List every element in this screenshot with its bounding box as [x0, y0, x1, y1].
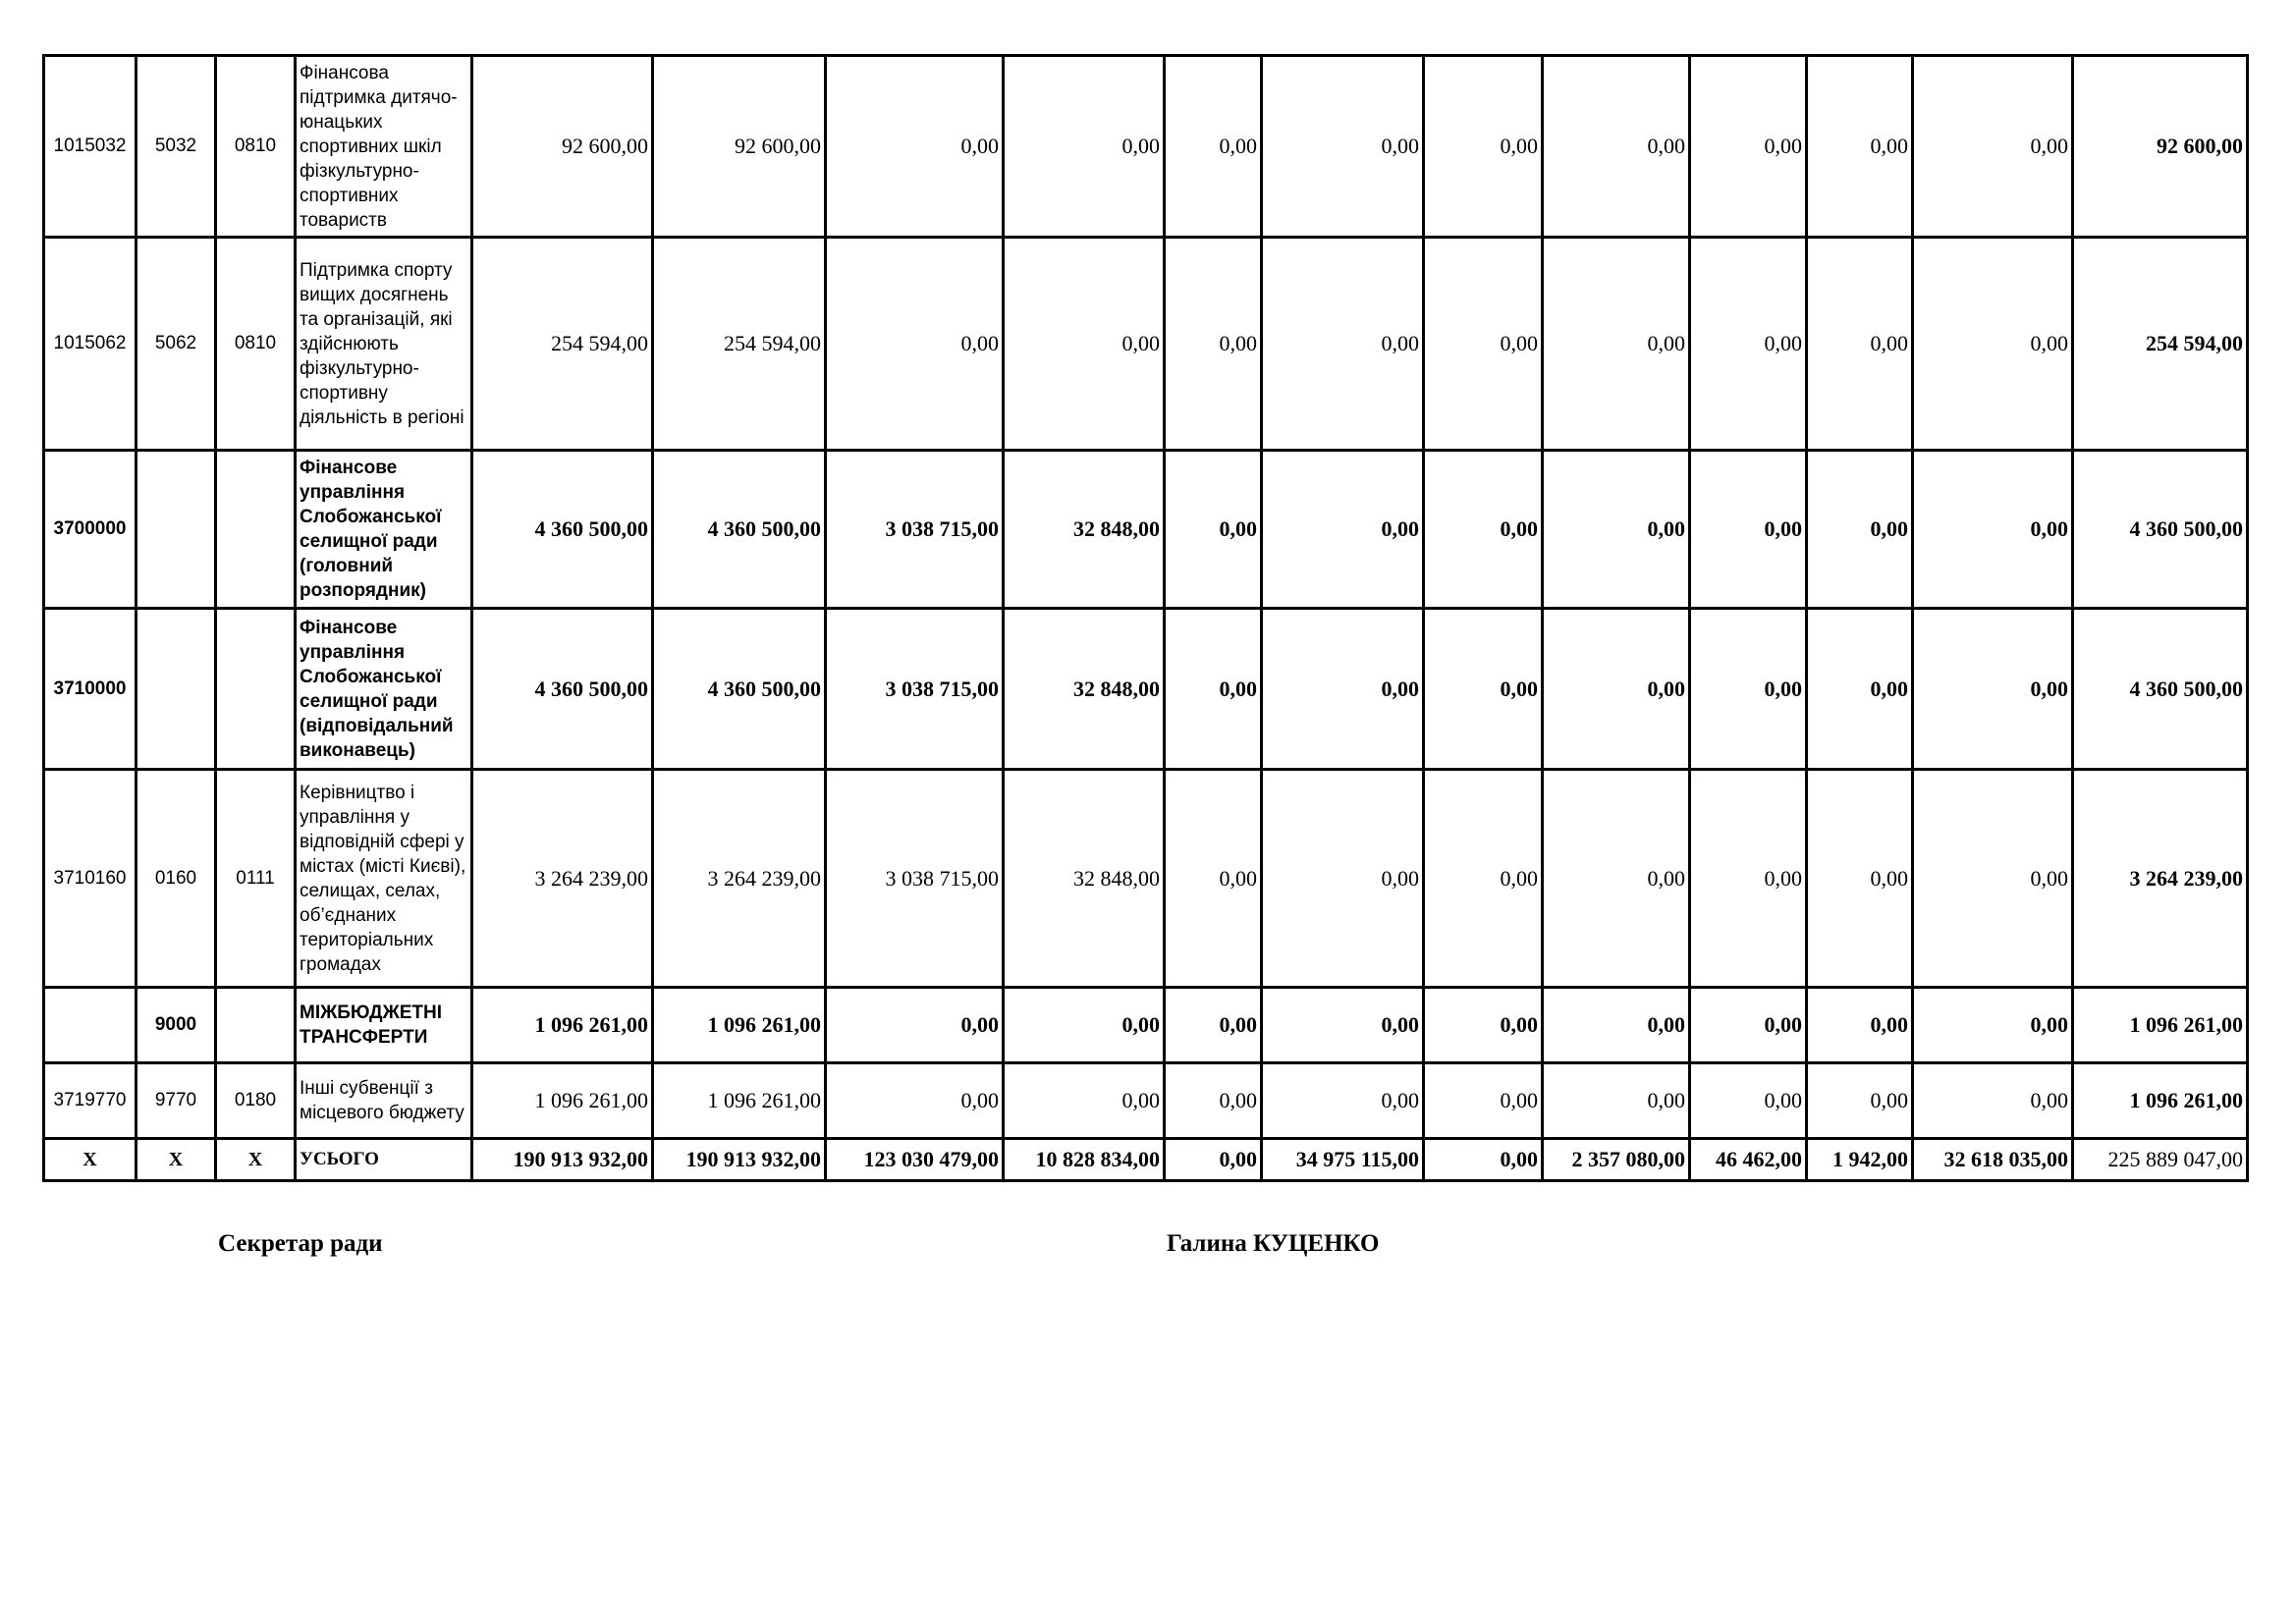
total-value-cell: 123 030 479,00 [826, 1139, 1004, 1181]
value-cell: 0,00 [826, 238, 1004, 451]
program-name-cell: Фінансове управління Слобожанської селищної ради (відповідальний виконавець) [296, 609, 472, 770]
kfkvk-code-cell [216, 988, 296, 1063]
value-cell: 32 848,00 [1004, 609, 1165, 770]
value-cell: 0,00 [1913, 1063, 2073, 1139]
value-cell: 0,00 [1807, 451, 1913, 609]
function-code-cell [137, 451, 216, 609]
value-cell: 3 038 715,00 [826, 609, 1004, 770]
value-cell: 0,00 [1262, 238, 1424, 451]
value-cell: 0,00 [1165, 56, 1262, 238]
value-cell: 0,00 [1913, 451, 2073, 609]
value-cell: 0,00 [1543, 1063, 1690, 1139]
value-cell: 0,00 [1424, 1063, 1543, 1139]
value-cell: 0,00 [1543, 988, 1690, 1063]
value-cell: 0,00 [1165, 238, 1262, 451]
value-cell: 0,00 [826, 988, 1004, 1063]
table-row [44, 770, 2248, 988]
table-row [44, 1063, 2248, 1139]
value-cell: 0,00 [1690, 609, 1807, 770]
function-code-cell [137, 609, 216, 770]
value-cell: 0,00 [1807, 988, 1913, 1063]
table-row [44, 56, 2248, 238]
value-cell: 0,00 [1913, 770, 2073, 988]
table-row [44, 451, 2248, 609]
value-cell: 0,00 [1913, 56, 2073, 238]
program-name-cell: Керівництво і управління у відповідній сфері у містах (місті Києві), селищах, селах, об’єднаних територіальних громадах [296, 770, 472, 988]
value-cell: 1 096 261,00 [653, 988, 826, 1063]
value-cell: 1 096 261,00 [472, 1063, 653, 1139]
total-row [44, 1139, 2248, 1181]
value-cell: 1 096 261,00 [653, 1063, 826, 1139]
signature-title: Секретар ради [218, 1230, 383, 1257]
row-total-cell: 4 360 500,00 [2073, 451, 2248, 609]
value-cell: 0,00 [826, 1063, 1004, 1139]
value-cell: 0,00 [1004, 56, 1165, 238]
program-name-cell: Фінансова підтримка дитячо-юнацьких спортивних шкіл фізкультурно-спортивних товариств [296, 56, 472, 238]
value-cell: 0,00 [1004, 1063, 1165, 1139]
function-code-cell: 9000 [137, 988, 216, 1063]
value-cell: 0,00 [1543, 609, 1690, 770]
function-code-cell: 5062 [137, 238, 216, 451]
value-cell: 0,00 [1807, 56, 1913, 238]
value-cell: 0,00 [1807, 609, 1913, 770]
total-value-cell: 34 975 115,00 [1262, 1139, 1424, 1181]
signature-name: Галина КУЦЕНКО [1167, 1230, 1380, 1257]
value-cell: 0,00 [1690, 451, 1807, 609]
total-value-cell: 0,00 [1165, 1139, 1262, 1181]
program-code-cell: 3710000 [44, 609, 137, 770]
program-name-cell: МІЖБЮДЖЕТНІ ТРАНСФЕРТИ [296, 988, 472, 1063]
value-cell: 0,00 [1690, 56, 1807, 238]
value-cell: 4 360 500,00 [653, 609, 826, 770]
total-value-cell: 1 942,00 [1807, 1139, 1913, 1181]
program-code-cell: 3710160 [44, 770, 137, 988]
total-value-cell: 2 357 080,00 [1543, 1139, 1690, 1181]
value-cell: 0,00 [1690, 238, 1807, 451]
value-cell: 0,00 [1807, 238, 1913, 451]
program-code-cell: 3700000 [44, 451, 137, 609]
kfkvk-code-cell [216, 451, 296, 609]
table-row [44, 609, 2248, 770]
value-cell: 0,00 [1424, 988, 1543, 1063]
value-cell: 32 848,00 [1004, 451, 1165, 609]
value-cell: 0,00 [1262, 770, 1424, 988]
kfkvk-code-cell: 0810 [216, 56, 296, 238]
value-cell: 32 848,00 [1004, 770, 1165, 988]
value-cell: 0,00 [1165, 988, 1262, 1063]
row-total-cell: 1 096 261,00 [2073, 988, 2248, 1063]
total-value-cell: 10 828 834,00 [1004, 1139, 1165, 1181]
row-total-cell: 92 600,00 [2073, 56, 2248, 238]
row-total-cell: 3 264 239,00 [2073, 770, 2248, 988]
value-cell: 0,00 [1543, 770, 1690, 988]
value-cell: 92 600,00 [653, 56, 826, 238]
value-cell: 0,00 [1543, 451, 1690, 609]
value-cell: 254 594,00 [653, 238, 826, 451]
function-code-cell: 9770 [137, 1063, 216, 1139]
table-row [44, 988, 2248, 1063]
value-cell: 0,00 [826, 56, 1004, 238]
value-cell: 92 600,00 [472, 56, 653, 238]
total-value-cell: 0,00 [1424, 1139, 1543, 1181]
program-code-cell: 1015062 [44, 238, 137, 451]
value-cell: 254 594,00 [472, 238, 653, 451]
value-cell: 0,00 [1165, 451, 1262, 609]
value-cell: 3 264 239,00 [653, 770, 826, 988]
value-cell: 4 360 500,00 [653, 451, 826, 609]
value-cell: 0,00 [1165, 1063, 1262, 1139]
kfkvk-code-cell [216, 609, 296, 770]
value-cell: 4 360 500,00 [472, 451, 653, 609]
value-cell: 3 264 239,00 [472, 770, 653, 988]
kfkvk-code-cell: 0180 [216, 1063, 296, 1139]
row-total-cell: 254 594,00 [2073, 238, 2248, 451]
value-cell: 0,00 [1004, 238, 1165, 451]
value-cell: 0,00 [1690, 988, 1807, 1063]
program-name-cell: Підтримка спорту вищих досягнень та організацій, які здійснюють фізкультурно-спортивну діяльність в регіоні [296, 238, 472, 451]
value-cell: 0,00 [1165, 770, 1262, 988]
row-total-cell: 1 096 261,00 [2073, 1063, 2248, 1139]
value-cell: 0,00 [1424, 609, 1543, 770]
value-cell: 0,00 [1424, 238, 1543, 451]
value-cell: 0,00 [1262, 1063, 1424, 1139]
value-cell: 0,00 [1004, 988, 1165, 1063]
grand-total-cell: 225 889 047,00 [2073, 1139, 2248, 1181]
value-cell: 0,00 [1262, 988, 1424, 1063]
total-code-cell: X [216, 1139, 296, 1181]
total-code-cell: X [137, 1139, 216, 1181]
value-cell: 0,00 [1807, 770, 1913, 988]
total-value-cell: 46 462,00 [1690, 1139, 1807, 1181]
value-cell: 0,00 [1913, 609, 2073, 770]
value-cell: 4 360 500,00 [472, 609, 653, 770]
function-code-cell: 5032 [137, 56, 216, 238]
value-cell: 0,00 [1913, 988, 2073, 1063]
total-value-cell: 32 618 035,00 [1913, 1139, 2073, 1181]
program-code-cell [44, 988, 137, 1063]
value-cell: 1 096 261,00 [472, 988, 653, 1063]
value-cell: 3 038 715,00 [826, 770, 1004, 988]
value-cell: 0,00 [1543, 238, 1690, 451]
kfkvk-code-cell: 0810 [216, 238, 296, 451]
value-cell: 0,00 [1690, 1063, 1807, 1139]
program-name-cell: Інші субвенції з місцевого бюджету [296, 1063, 472, 1139]
value-cell: 0,00 [1424, 770, 1543, 988]
value-cell: 0,00 [1913, 238, 2073, 451]
value-cell: 0,00 [1424, 56, 1543, 238]
row-total-cell: 4 360 500,00 [2073, 609, 2248, 770]
table-row [44, 238, 2248, 451]
value-cell: 0,00 [1807, 1063, 1913, 1139]
value-cell: 0,00 [1262, 56, 1424, 238]
total-value-cell: 190 913 932,00 [472, 1139, 653, 1181]
budget-table [42, 54, 2249, 1182]
program-code-cell: 3719770 [44, 1063, 137, 1139]
value-cell: 0,00 [1165, 609, 1262, 770]
value-cell: 0,00 [1424, 451, 1543, 609]
value-cell: 0,00 [1543, 56, 1690, 238]
value-cell: 0,00 [1690, 770, 1807, 988]
total-code-cell: X [44, 1139, 137, 1181]
value-cell: 0,00 [1262, 451, 1424, 609]
kfkvk-code-cell: 0111 [216, 770, 296, 988]
total-label-cell: УСЬОГО [296, 1139, 472, 1181]
program-name-cell: Фінансове управління Слобожанської селищної ради (головний розпорядник) [296, 451, 472, 609]
total-value-cell: 190 913 932,00 [653, 1139, 826, 1181]
value-cell: 0,00 [1262, 609, 1424, 770]
function-code-cell: 0160 [137, 770, 216, 988]
value-cell: 3 038 715,00 [826, 451, 1004, 609]
program-code-cell: 1015032 [44, 56, 137, 238]
